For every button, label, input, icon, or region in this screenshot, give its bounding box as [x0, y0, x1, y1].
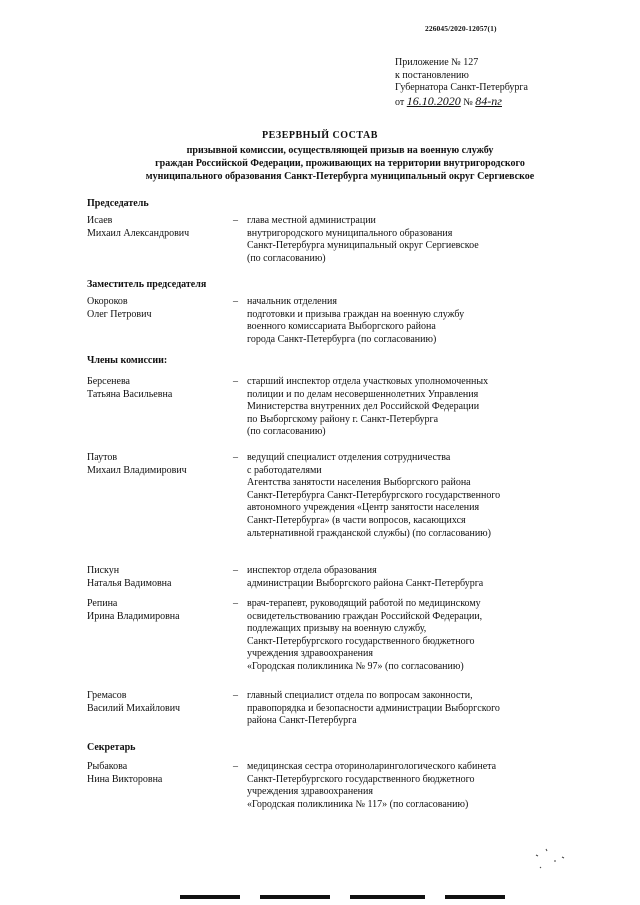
member-position: [247, 215, 597, 265]
position-line: района Санкт-Петербурга: [247, 715, 357, 727]
position-line: города Санкт-Петербурга (по согласованию): [247, 333, 437, 345]
section-chairman: Председатель: [87, 198, 149, 209]
dash: –: [233, 565, 238, 576]
member-name: [87, 565, 227, 590]
dash: –: [233, 598, 238, 609]
position-line: старший инспектор отдела участковых уполномоченных: [247, 376, 489, 387]
member-name: [87, 296, 227, 321]
position-line: администрации Выборгского района Санкт-Петербурга: [247, 577, 484, 589]
surname: Репина: [87, 598, 118, 609]
section-members: Члены комиссии:: [87, 355, 168, 366]
dash: –: [233, 452, 238, 463]
member-name: [87, 215, 227, 240]
position-line: с работодателями: [247, 464, 322, 476]
scan-mark: [260, 895, 330, 899]
subtitle-line: призывной комиссии, осуществляющей призыв на военную службу: [186, 145, 494, 156]
position-line: Агентства занятости населения Выборгского района: [247, 477, 471, 489]
position-line: правопорядка и безопасности администрации Выборгского: [247, 702, 500, 714]
surname: Берсенева: [87, 376, 130, 387]
surname: Рыбакова: [87, 761, 128, 772]
surname: Исаев: [87, 215, 113, 226]
position-line: внутригородского муниципального образования: [247, 227, 453, 239]
position-line: инспектор отдела образования: [247, 565, 377, 576]
position-line: медицинская сестра оториноларингологического кабинета: [247, 761, 497, 772]
member-position: [247, 690, 597, 728]
appendix-line: Приложение № 127: [395, 57, 479, 68]
given-name: Татьяна Васильевна: [87, 388, 173, 400]
number-prefix: №: [463, 96, 473, 108]
scan-mark: [180, 895, 240, 899]
member-name: [87, 690, 227, 715]
position-line: врач-терапевт, руководящий работой по медицинскому: [247, 598, 481, 609]
given-name: Олег Петрович: [87, 308, 152, 320]
appendix-line: к постановлению: [395, 69, 469, 81]
position-line: полиции и по делам несовершеннолетних Управления: [247, 388, 479, 400]
surname: Гремасов: [87, 690, 127, 701]
subtitle-line: муниципального образования Санкт-Петербурга муниципальный округ Сергиевское: [145, 171, 535, 182]
dash: –: [233, 761, 238, 772]
surname: Паутов: [87, 452, 118, 463]
position-line: «Городская поликлиника № 97» (по согласованию): [247, 660, 464, 672]
pen-marks-icon: [532, 845, 572, 875]
position-line: учреждения здравоохранения: [247, 786, 373, 798]
given-name: Нина Викторовна: [87, 773, 163, 785]
position-line: подлежащих призыву на военную службу,: [247, 623, 427, 635]
position-line: Санкт-Петербургского государственного бюджетного: [247, 635, 475, 647]
position-line: начальник отделения: [247, 296, 337, 307]
given-name: Василий Михайлович: [87, 702, 181, 714]
position-line: глава местной администрации: [247, 215, 376, 226]
date-value: 16.10.2020: [406, 93, 461, 108]
number-value: 84-пг: [475, 93, 502, 108]
scan-mark: [445, 895, 505, 899]
section-secretary: Секретарь: [87, 742, 136, 753]
position-line: Санкт-Петербурга Санкт-Петербургского государственного: [247, 489, 501, 501]
given-name: Михаил Владимирович: [87, 464, 187, 476]
position-line: Министерства внутренних дел Российской Федерации: [247, 401, 480, 413]
position-line: освидетельствованию граждан Российской Федерации,: [247, 610, 483, 622]
position-line: «Городская поликлиника № 117» (по согласованию): [247, 798, 469, 810]
surname: Пискун: [87, 565, 120, 576]
position-line: военного комиссариата Выборгского района: [247, 321, 436, 333]
position-line: Санкт-Петербурга» (в части вопросов, касающихся: [247, 514, 466, 526]
position-line: (по согласованию): [247, 426, 326, 438]
subtitle-line: граждан Российской Федерации, проживающих на территории внутригородского: [155, 158, 525, 169]
given-name: Наталья Вадимовна: [87, 577, 172, 589]
member-name: [87, 598, 227, 623]
dash: –: [233, 690, 238, 701]
dash: –: [233, 215, 238, 226]
section-deputy: Заместитель председателя: [87, 279, 207, 290]
appendix-block: [395, 57, 528, 109]
member-name: [87, 452, 227, 477]
member-position: [247, 452, 597, 540]
position-line: главный специалист отдела по вопросам законности,: [247, 690, 473, 701]
member-position: [247, 376, 597, 439]
given-name: Ирина Владимировна: [87, 610, 180, 622]
position-line: Санкт-Петербурга муниципальный округ Сергиевское: [247, 240, 479, 252]
dash: –: [233, 376, 238, 387]
document-subtitle: [80, 144, 600, 183]
position-line: учреждения здравоохранения: [247, 648, 373, 660]
member-position: [247, 598, 597, 674]
appendix-date-line: [395, 95, 528, 110]
position-line: подготовки и призыва граждан на военную службу: [247, 308, 465, 320]
position-line: Санкт-Петербургского государственного бюджетного: [247, 773, 475, 785]
surname: Окороков: [87, 296, 128, 307]
appendix-line: Губернатора Санкт-Петербурга: [395, 82, 528, 93]
dash: –: [233, 296, 238, 307]
position-line: автономного учреждения «Центр занятости населения: [247, 502, 480, 514]
bottom-scan-marks: [180, 893, 510, 903]
date-prefix: от: [395, 96, 405, 108]
member-name: [87, 761, 227, 786]
position-line: (по согласованию): [247, 252, 326, 264]
document-title: РЕЗЕРВНЫЙ СОСТАВ: [262, 130, 378, 141]
member-position: [247, 296, 597, 346]
member-name: [87, 376, 227, 401]
position-line: ведущий специалист отделения сотрудничества: [247, 452, 451, 463]
document-number: 226045/2020-12057(1): [425, 24, 497, 33]
member-position: [247, 761, 597, 811]
position-line: альтернативной гражданской службы) (по согласованию): [247, 527, 491, 539]
scan-mark: [350, 895, 425, 899]
given-name: Михаил Александрович: [87, 227, 190, 239]
position-line: по Выборгскому району г. Санкт-Петербурга: [247, 413, 439, 425]
member-position: [247, 565, 597, 590]
